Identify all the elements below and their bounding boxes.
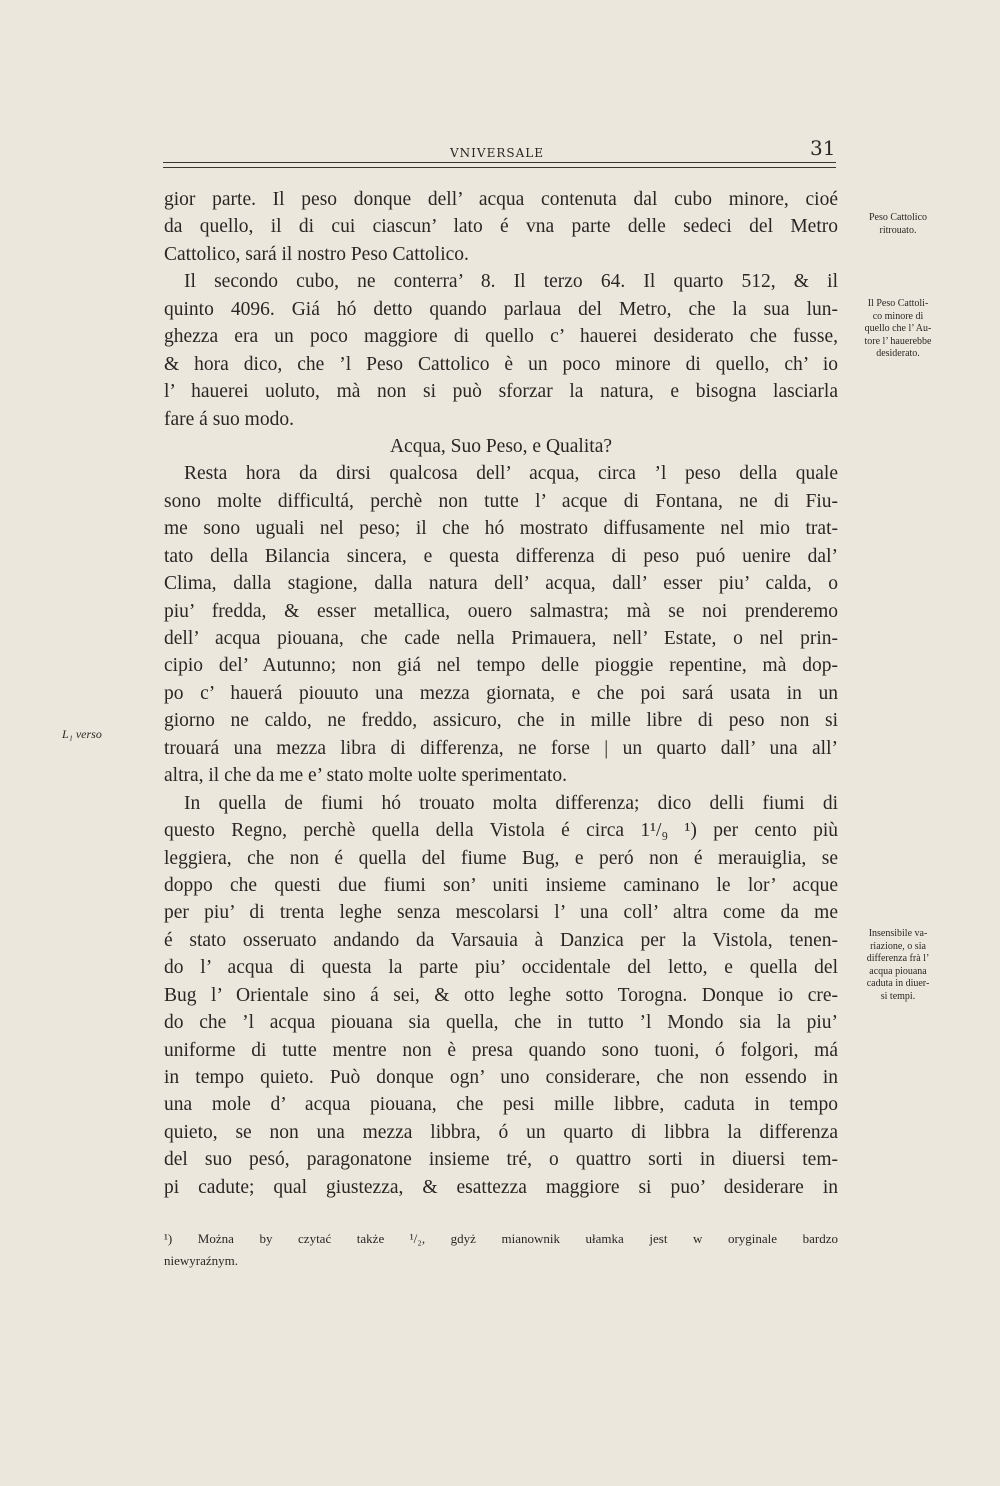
- margin-note-peso-cattolico: Peso Cattolico ritrouato.: [868, 212, 928, 236]
- folio-reference: L₁ verso: [62, 727, 102, 741]
- margin-note-insensibile-variazione: Insensibile va- riazione, o sia differenza frà l’ acqua piouana caduta in diuer- si tempi.: [866, 928, 930, 1002]
- text-line: leggiera, che non é quella del fiume Bug, e peró non é merauiglia, se: [164, 847, 838, 869]
- text-line: Resta hora da dirsi qualcosa dell’ acqua, circa ’l peso della quale: [184, 463, 838, 485]
- text-line: sono molte difficultá, perchè non tutte l’ acque di Fontana, ne di Fiu-: [164, 490, 838, 512]
- text-line: me sono uguali nel peso; il che hó mostrato diffusamente nel mio trat-: [164, 518, 838, 540]
- main-text-block: [164, 186, 838, 1201]
- text-line: cipio del’ Autunno; non giá nel tempo delle pioggie repentine, mà dop-: [164, 655, 838, 677]
- header-rule-thin: [163, 167, 836, 168]
- header-rule: [163, 162, 836, 163]
- text-line: ghezza era un poco maggiore di quello c’ hauerei desiderato che fusse,: [164, 326, 838, 348]
- footnote-line: ¹) Można by czytać także ¹/₂, gdyż mianownik ułamka jest w oryginale bardzo: [164, 1231, 838, 1246]
- text-line: per piu’ di trenta leghe senza mescolarsi l’ una coll’ altra come da me: [164, 902, 838, 924]
- footnote: [164, 1228, 838, 1272]
- text-line: é stato osseruato andando da Varsauia à Danzica per la Vistola, tenen-: [164, 929, 838, 951]
- text-line: in tempo quieto. Può donque ogn’ uno considerare, che non essendo in: [164, 1067, 838, 1088]
- text-line: quinto 4096. Giá hó detto quando parlaua del Metro, che la sua lun-: [164, 298, 838, 320]
- text-line: l’ hauerei uoluto, mà non si può sforzar la natura, e bisogna lasciarla: [164, 381, 838, 403]
- margin-note-peso-minore: Il Peso Cattoli- co minore di quello che l’ Au- tore l’ hauerebbe desiderato.: [864, 298, 932, 359]
- text-line: Cattolico, sará il nostro Peso Cattolico.: [164, 243, 469, 265]
- text-line: Il secondo cubo, ne conterra’ 8. Il terzo 64. Il quarto 512, & il: [184, 271, 838, 293]
- text-line: pi cadute; qual giustezza, & esattezza maggiore si puo’ desiderare in: [164, 1176, 838, 1198]
- text-line: In quella de fiumi hó trouato molta differenza; dico delli fiumi di: [184, 792, 838, 814]
- text-line: altra, il che da me e’ stato molte uolte sperimentato.: [164, 765, 568, 787]
- text-line: doppo che questi due fiumi son’ uniti insieme caminano le lor’ acque: [164, 874, 838, 896]
- text-line: piu’ fredda, & esser metallica, ouero salmastra; mà se noi prenderemo: [164, 600, 838, 622]
- text-line: una mole d’ acqua piouana, che pesi mille libbre, caduta in tempo: [164, 1094, 838, 1116]
- text-line: gior parte. Il peso donque dell’ acqua contenuta dal cubo minore, cioé: [164, 189, 838, 210]
- text-line: Bug l’ Orientale sino á sei, & otto leghe sotto Torogna. Donque io cre-: [164, 984, 838, 1006]
- footnote-line: niewyraźnym.: [164, 1253, 239, 1268]
- page-number: 31: [810, 136, 836, 160]
- text-line: Clima, dalla stagione, dalla natura dell’ acqua, dall’ esser piu’ calda, o: [164, 573, 838, 595]
- text-line: fare á suo modo.: [164, 408, 294, 430]
- text-line: do che ’l acqua piouana sia quella, che in tutto ’l Mondo sia la piu’: [164, 1012, 838, 1034]
- text-line: trouará una mezza libra di differenza, ne forse | un quarto dall’ una all’: [164, 737, 838, 759]
- text-line: do l’ acqua di questa la parte piu’ occidentale del letto, e quella del: [164, 957, 838, 979]
- running-header: VNIVERSALE: [450, 146, 544, 160]
- text-line: & hora dico, che ’l Peso Cattolico è un poco minore di quello, ch’ io: [164, 353, 838, 375]
- text-line: quieto, se non una mezza libbra, ó un quarto di libbra la differenza: [164, 1121, 838, 1143]
- text-line: da quello, il di cui ciascun’ lato é vna parte delle sedeci del Metro: [164, 216, 838, 238]
- text-line: po c’ hauerá piouuto una mezza giornata, e che poi sará usata in un: [164, 682, 838, 704]
- text-line: giorno ne caldo, ne freddo, assicuro, che in mille libre di peso non si: [164, 710, 838, 732]
- section-heading: Acqua, Suo Peso, e Qualita?: [389, 435, 613, 457]
- text-line: questo Regno, perchè quella della Vistola é circa 1¹/₉ ¹) per cento più: [164, 820, 838, 842]
- text-line: tato della Bilancia sincera, e questa differenza di peso puó uenire dal’: [164, 545, 838, 567]
- text-line: uniforme di tutte mentre non è presa quando sono tuoni, ó folgori, má: [164, 1039, 838, 1061]
- text-line: del suo pesó, paragonatone insieme tré, o quattro sorti in diuersi tem-: [164, 1149, 838, 1171]
- text-line: dell’ acqua piouana, che cade nella Primauera, nell’ Estate, o nel prin-: [164, 628, 838, 649]
